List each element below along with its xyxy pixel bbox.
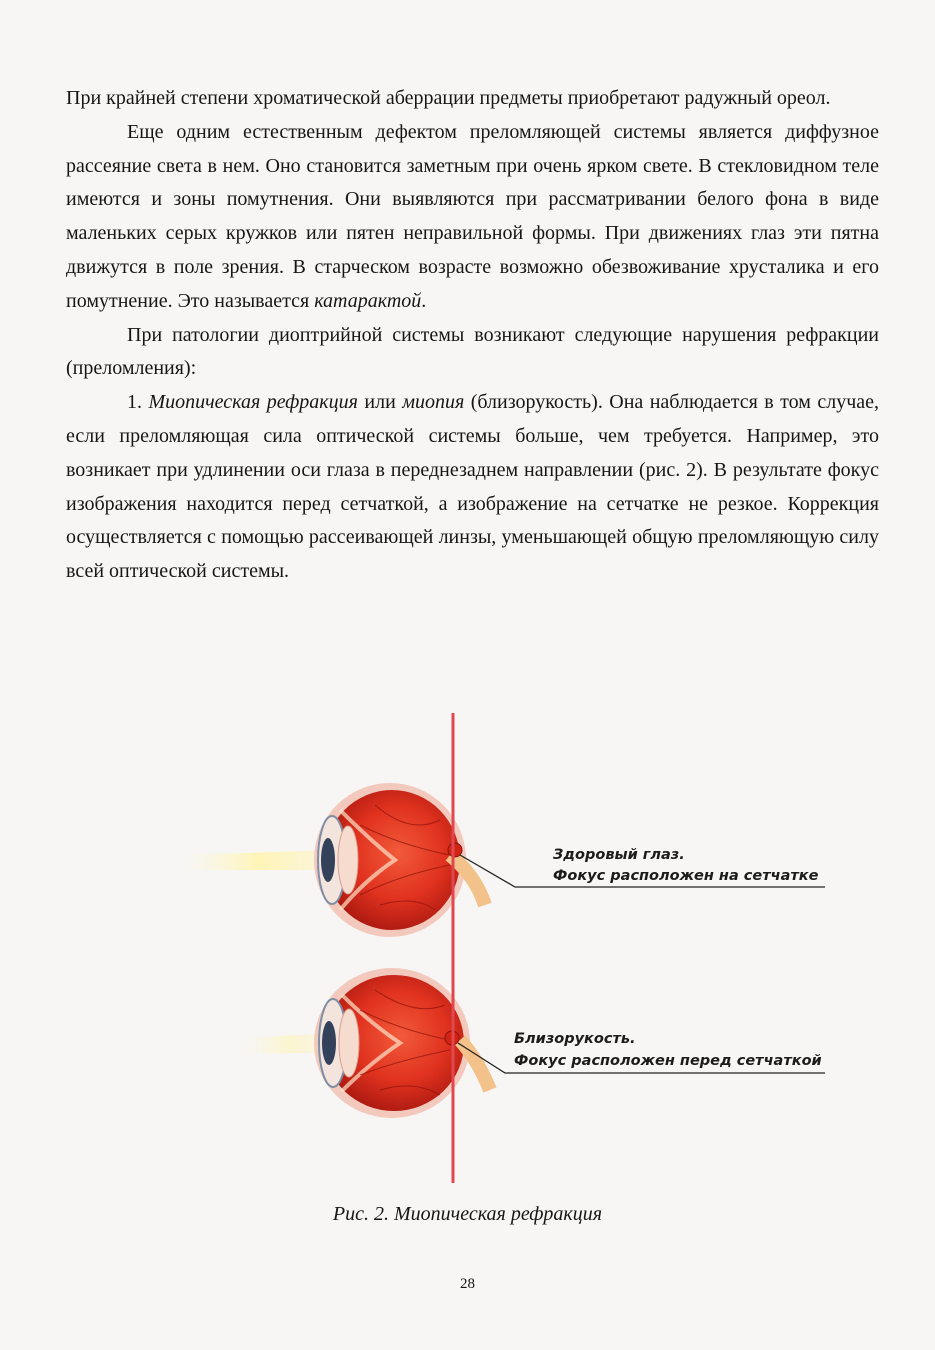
paragraph-chromatic-aberration: При крайней степени хроматической аберрации предметы приобретают радужный ореол. <box>66 87 831 109</box>
conjunction: или <box>357 391 403 414</box>
myopic-eye <box>240 968 825 1118</box>
label-healthy-title: Здоровый глаз. <box>553 847 685 863</box>
figure-caption: Рис. 2. Миопическая рефракция <box>332 1203 603 1225</box>
term-myopic-refraction: Миопическая рефракция <box>148 391 358 414</box>
lens <box>339 1009 359 1077</box>
light-beam <box>180 850 335 870</box>
eye-diagram <box>160 705 860 1190</box>
paragraph-diffuse-scattering <box>66 116 879 319</box>
label-myopia-title: Близорукость. <box>514 1031 636 1047</box>
iris <box>322 1021 336 1065</box>
label-healthy-description: Фокус расположен на сетчатке <box>553 868 819 884</box>
label-myopia-description: Фокус расположен перед сетчаткой <box>514 1053 822 1069</box>
term-cataract: катарактой <box>314 289 422 312</box>
focus-point <box>448 843 462 857</box>
list-item-text: (близорукость). Она наблюдается в том случае, если преломляющая сила оптической системы больше, чем требуется. Например, это возникает при удлинении оси глаза в переднезаднем направлении (рис. 2). В результате фокус изображения находится перед сетчаткой, а изображение на сетчатке не резкое. Коррекция осуществляется с помощью рассеивающей линзы, уменьшающей общую преломляющую силу всей оптической системы. <box>66 391 880 583</box>
list-item-myopia <box>66 386 879 589</box>
paragraph-text: Еще одним естественным дефектом преломляющей системы является диффузное рассеяние света в нем. Оно становится заметным при очень ярком свете. В стекловидном теле имеются и зоны помутнения. Они выявляются при рассматривании белого фона в виде маленьких серых кружков или пятен неправильной формы. При движениях глаз эти пятна движутся в поле зрения. В старческом возрасте возможно обезвоживание хрусталика и его помутнение. Это называется <box>66 120 879 312</box>
page-number: 28 <box>460 1276 475 1292</box>
paragraph-refraction-disorders: При патологии диоптрийной системы возникают следующие нарушения рефракции (преломления): <box>66 323 879 380</box>
paragraph-end: . <box>421 289 427 312</box>
lens <box>338 826 358 894</box>
term-myopia: миопия <box>402 391 465 414</box>
body-text <box>66 82 879 589</box>
healthy-eye <box>180 783 825 937</box>
iris <box>321 838 335 882</box>
figure-myopic-refraction <box>160 705 860 1190</box>
list-number: 1. <box>127 391 149 414</box>
